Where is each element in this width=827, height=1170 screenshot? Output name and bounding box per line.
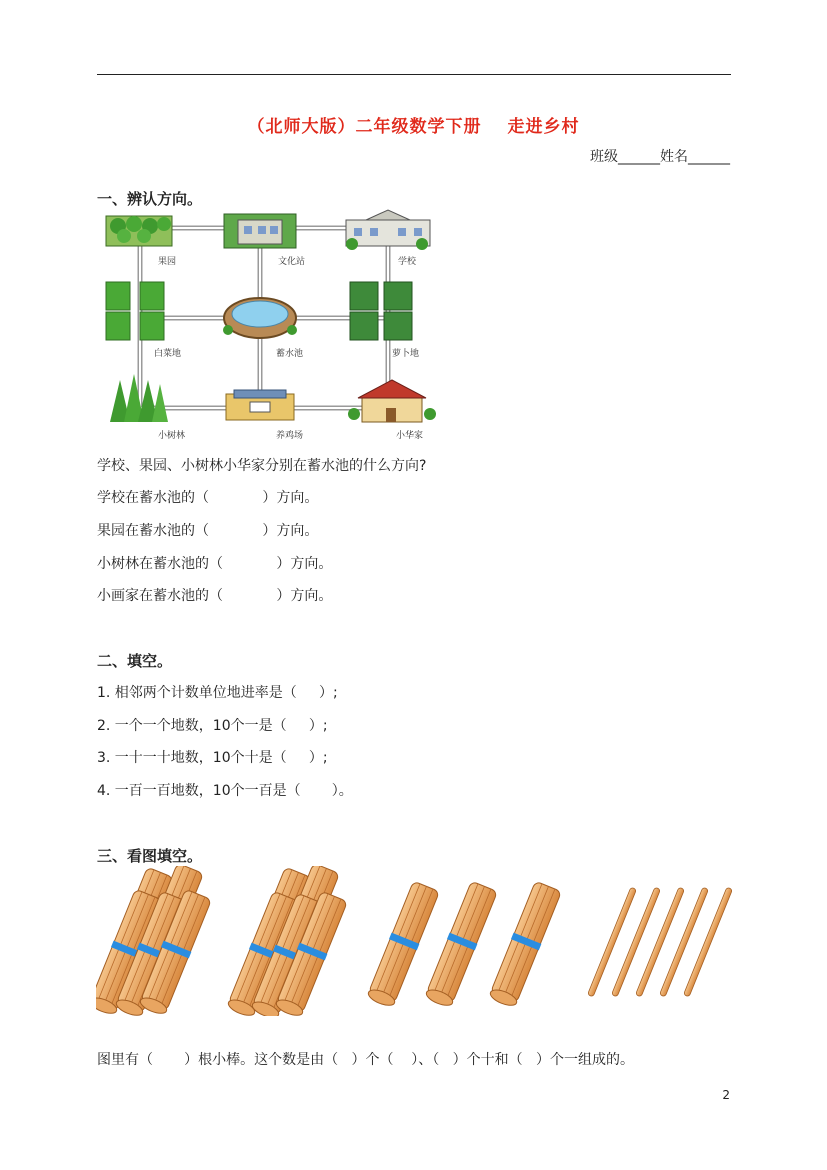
chicken-farm-icon (226, 390, 294, 420)
school-icon (346, 208, 430, 250)
label-xiaohua-home: 小华家 (396, 431, 424, 441)
label-radish-field: 萝卜地 (392, 349, 420, 359)
label-chicken-farm: 养鸡场 (276, 431, 304, 441)
bundle-group-3 (365, 881, 562, 1009)
section3-answer-line: 图里有（ ）根小棒。这个数是由（ ）个（ ）、（ ）个十和（ ）个一组成的。 (97, 1052, 635, 1068)
single-stick-icon (587, 887, 636, 997)
single-sticks-group (587, 887, 732, 997)
label-reservoir: 蓄水池 (276, 349, 304, 359)
sticks-illustration (96, 866, 732, 1016)
bundle-group-2 (225, 866, 348, 1016)
section1-heading: 一、辨认方向。 (97, 190, 203, 208)
label-school: 学校 (398, 257, 417, 267)
question-line: 果园在蓄水池的（ ）方向。 (97, 523, 319, 539)
question-line: 小画家在蓄水池的（ ）方向。 (97, 588, 333, 604)
page-title (0, 112, 827, 137)
fill-line: 4. 一百一百地数，10个一百是（ ）。 (97, 783, 353, 799)
title-sub: 走进乡村 (507, 117, 580, 137)
label-orchard: 果园 (158, 257, 177, 267)
bundle-group-1 (96, 866, 212, 1016)
single-stick-icon (683, 887, 732, 997)
single-stick-icon (635, 887, 684, 997)
title-main: （北师大版）二年级数学下册 (247, 117, 482, 137)
question-line: 学校在蓄水池的（ ）方向。 (97, 490, 319, 506)
label-cabbage-field: 白菜地 (154, 349, 182, 359)
page-number: 2 (722, 1088, 730, 1102)
section1-question: 学校、果园、小树林小华家分别在蓄水池的什么方向? (97, 458, 427, 474)
question-line: 小树林在蓄水池的（ ）方向。 (97, 556, 333, 572)
radish-field-icon (350, 282, 412, 340)
fill-line: 3. 一十一十地数，10个十是（ ）; (97, 750, 328, 766)
section2-heading: 二、填空。 (97, 652, 173, 670)
reservoir-icon (223, 298, 297, 338)
single-stick-icon (659, 887, 708, 997)
section3-heading: 三、看图填空。 (97, 847, 203, 865)
fill-line: 2. 一个一个地数，10个一是（ ）; (97, 718, 328, 734)
culture-station-icon (224, 214, 296, 248)
xiaohua-home-icon (348, 380, 436, 422)
class-name-field: 班级______姓名______ (590, 149, 730, 165)
village-map (100, 208, 436, 442)
single-stick-icon (611, 887, 660, 997)
cabbage-field-icon (106, 282, 164, 340)
top-rule (97, 74, 731, 75)
stick-bundle-icon (487, 881, 562, 1009)
label-small-woods: 小树林 (158, 431, 186, 441)
label-culture-station: 文化站 (278, 257, 306, 267)
orchard-icon (106, 216, 172, 246)
fill-line: 1. 相邻两个计数单位地进率是（ ）; (97, 685, 338, 701)
